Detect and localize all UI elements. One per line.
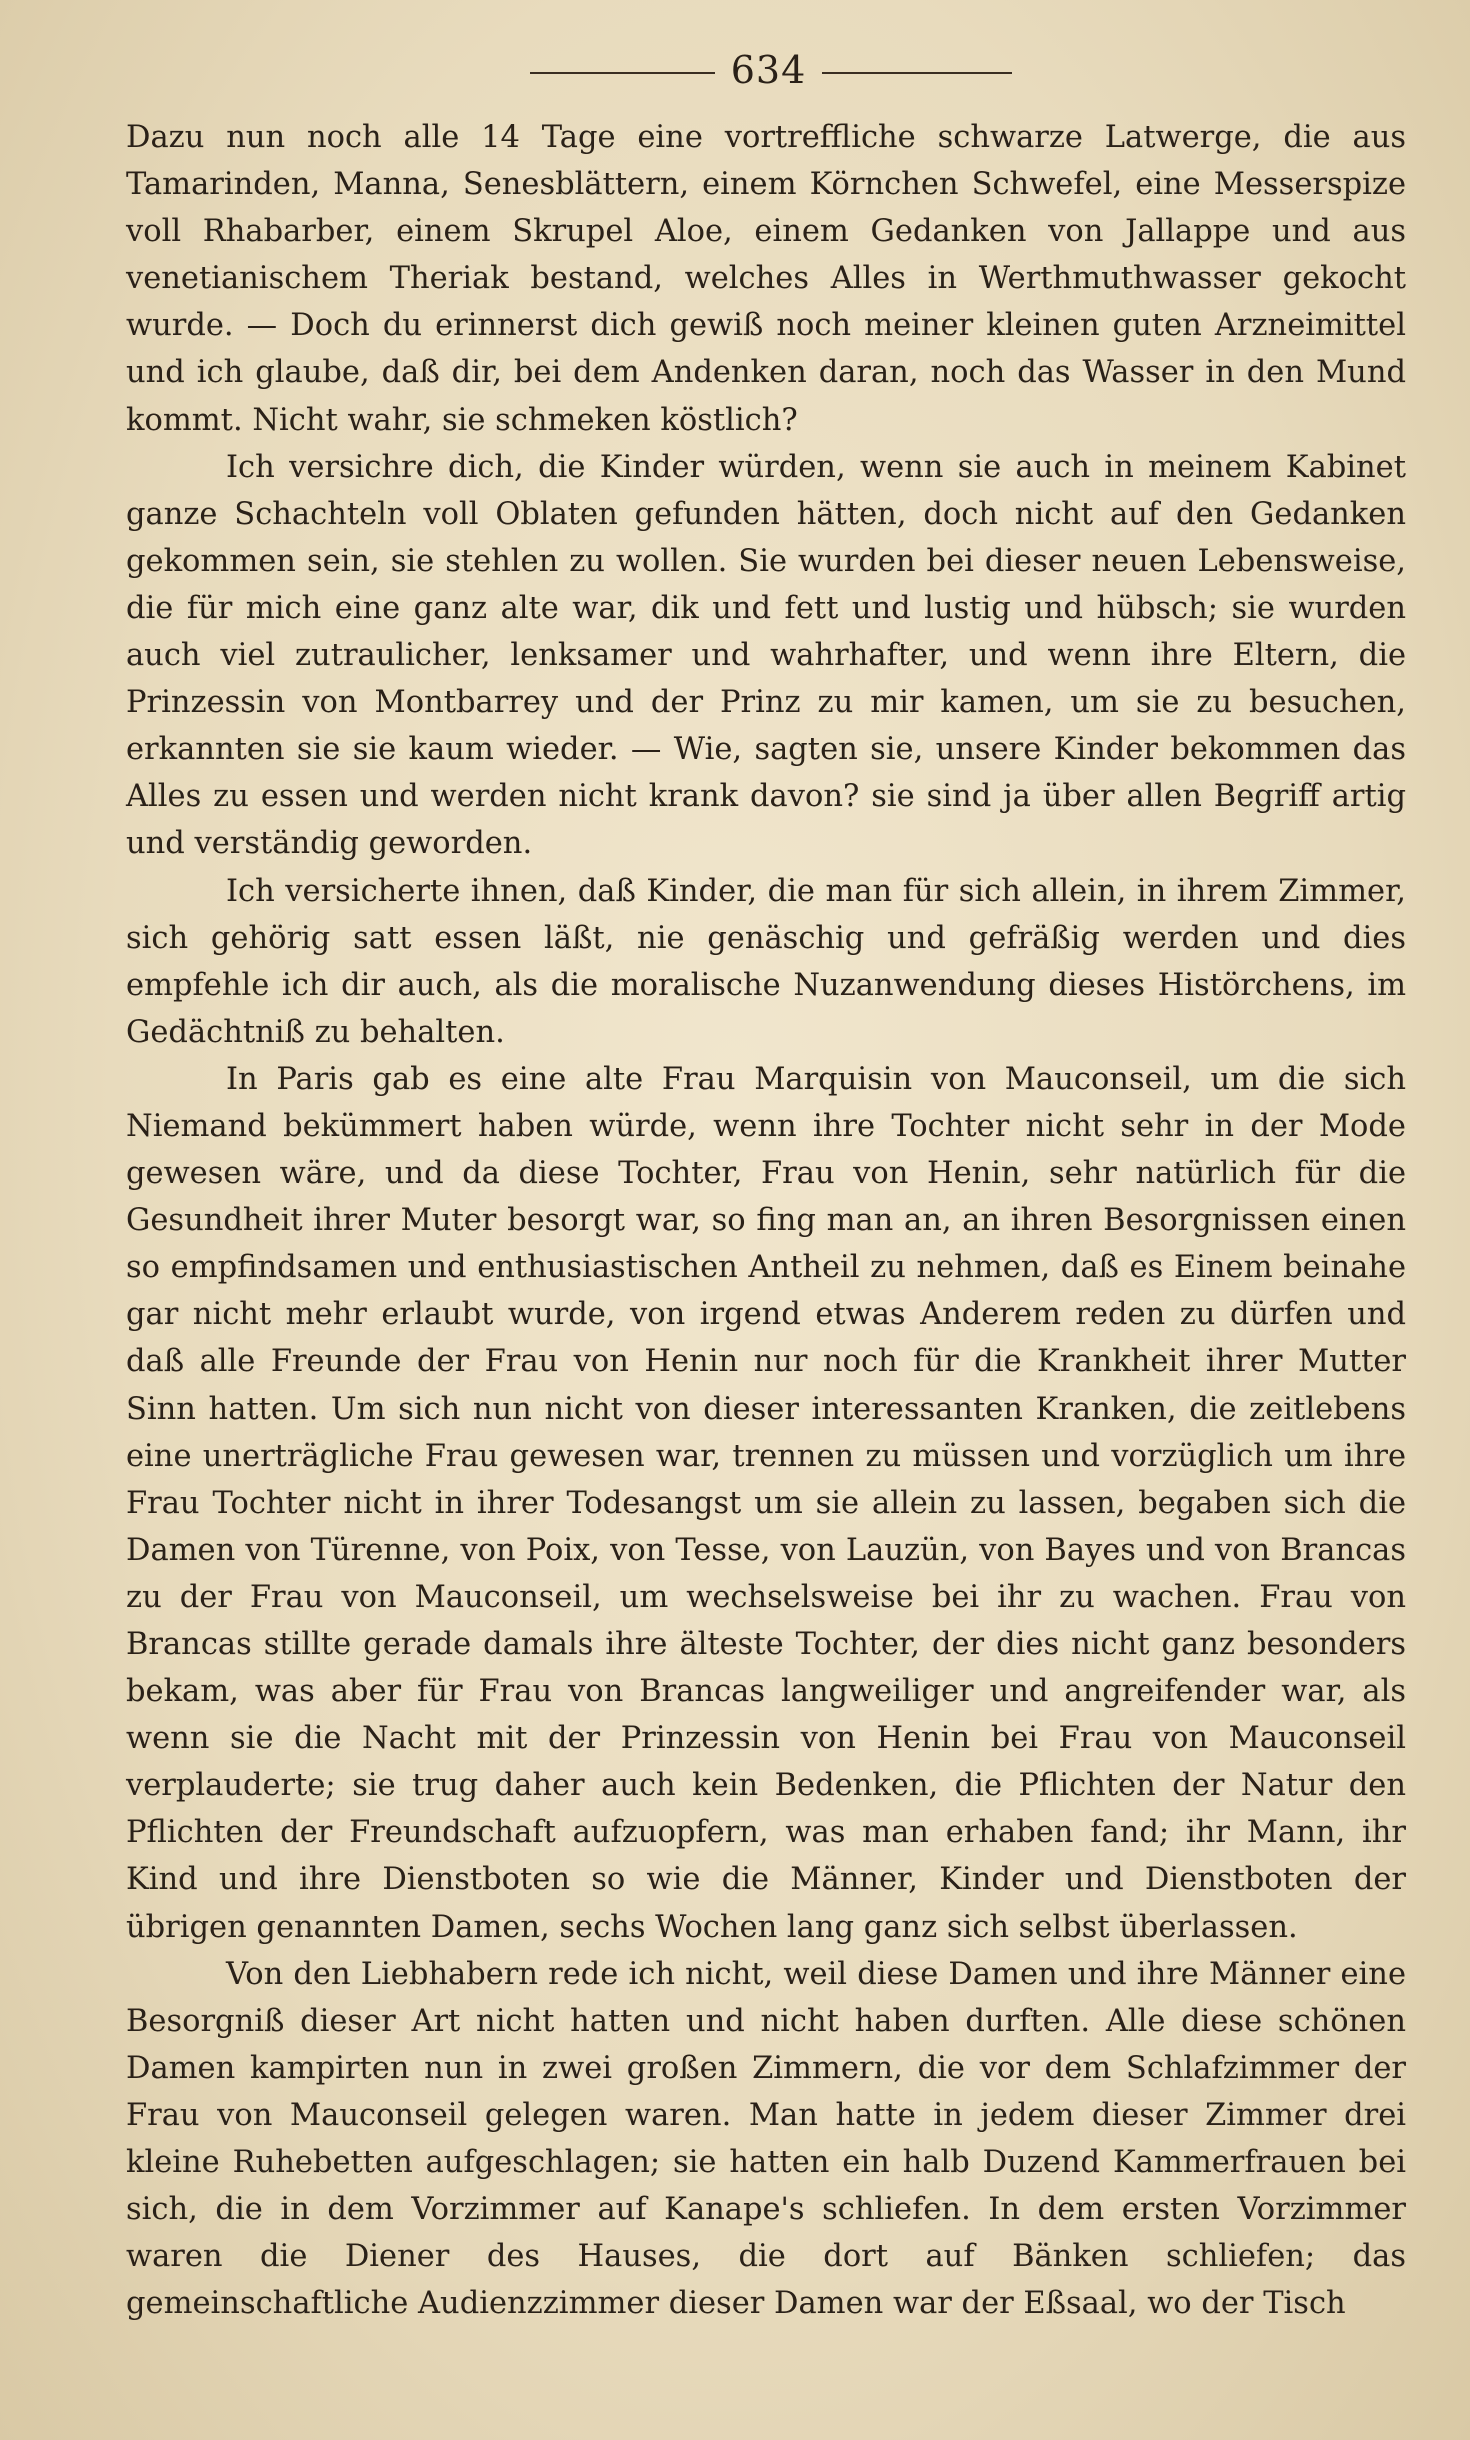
paragraph-4: In Paris gab es eine alte Frau Marquisin von Mauconseil, um die sich Niemand bekümmert haben würde, wenn ihre Tochter nicht sehr in der Mode gewesen wäre, und da diese Tochter, Frau von Henin, sehr natürlich für die Gesundheit ihrer Muter besorgt war, so fing man an, an ihren Besorgnissen einen so empfindsamen und enthusiastischen Antheil zu nehmen, daß es Einem beinahe gar nicht mehr erlaubt wurde, von irgend etwas Anderem reden zu dürfen und daß alle Freunde der Frau von Henin nur noch für die Krankheit ihrer Mutter Sinn hatten. Um sich nun nicht von dieser interessanten Kranken, die zeitlebens eine unerträgliche Frau gewesen war, trennen zu müssen und vorzüglich um ihre Frau Tochter nicht in ihrer Todesangst um sie allein zu lassen, begaben sich die Damen von Türenne, von Poix, von Tesse, von Lauzün, von Bayes und von Brancas zu der Frau von Mauconseil, um wechselsweise bei ihr zu wachen. Frau von Brancas stillte gerade damals ihre älteste Tochter, der dies nicht ganz besonders bekam, was aber für Frau von Brancas langweiliger und angreifender war, als wenn sie die Nacht mit der Prinzessin von Henin bei Frau von Mauconseil verplauderte; sie trug daher auch kein Bedenken, die Pflichten der Natur den Pflichten der Freundschaft aufzuopfern, was man erhaben fand; ihr Mann, ihr Kind und ihre Dienstboten so wie die Männer, Kinder und Dienstboten der übrigen genannten Damen, sechs Wochen lang ganz sich selbst überlassen. (126, 1061, 1406, 1945)
page-header (0, 44, 1470, 96)
paragraph-5: Von den Liebhabern rede ich nicht, weil diese Damen und ihre Männer eine Besorgniß dieser Art nicht hatten und nicht haben durften. Alle diese schönen Damen kampirten nun in zwei großen Zimmern, die vor dem Schlafzimmer der Frau von Mauconseil gelegen waren. Man hatte in jedem dieser Zimmer drei kleine Ruhebetten aufgeschlagen; sie hatten ein halb Duzend Kammerfrauen bei sich, die in dem Vorzimmer auf Kanape's schliefen. In dem ersten Vorzimmer waren die Diener des Hauses, die dort auf Bänken schliefen; das gemeinschaftliche Audienzzimmer dieser Damen war der Eßsaal, wo der Tisch (126, 1956, 1406, 2322)
body-text (126, 114, 1406, 2327)
paragraph-3: Ich versicherte ihnen, daß Kinder, die man für sich allein, in ihrem Zimmer, sich gehörig satt essen läßt, nie genäschig und gefräßig werden und dies empfehle ich dir auch, als die moralische Nuzanwendung dieses Histörchens, im Gedächtniß zu behalten. (126, 873, 1406, 1050)
header-rule-right (822, 72, 1012, 74)
paragraph-1: Dazu nun noch alle 14 Tage eine vortreffliche schwarze Latwerge, die aus Tamarinden, Manna, Senesblättern, einem Körnchen Schwefel, eine Messerspize voll Rhabarber, einem Skrupel Aloe, einem Gedanken von Jallappe und aus venetianischem Theriak bestand, welches Alles in Werthmuthwasser gekocht wurde. — Doch du erinnerst dich gewiß noch meiner kleinen guten Arzneimittel und ich glaube, daß dir, bei dem Andenken daran, noch das Wasser in den Mund kommt. Nicht wahr, sie schmeken köstlich? (126, 120, 1406, 438)
page-number: 634 (730, 48, 807, 92)
header-rule-left (530, 72, 715, 74)
paragraph-2: Ich versichre dich, die Kinder würden, wenn sie auch in meinem Kabinet ganze Schachteln voll Oblaten gefunden hätten, doch nicht auf den Gedanken gekommen sein, sie stehlen zu wollen. Sie wurden bei dieser neuen Lebensweise, die für mich eine ganz alte war, dik und fett und lustig und hübsch; sie wurden auch viel zutraulicher, lenksamer und wahrhafter, und wenn ihre Eltern, die Prinzessin von Montbarrey und der Prinz zu mir kamen, um sie zu besuchen, erkannten sie sie kaum wieder. — Wie, sagten sie, unsere Kinder bekommen das Alles zu essen und werden nicht krank davon? sie sind ja über allen Begriff artig und verständig geworden. (126, 449, 1406, 862)
